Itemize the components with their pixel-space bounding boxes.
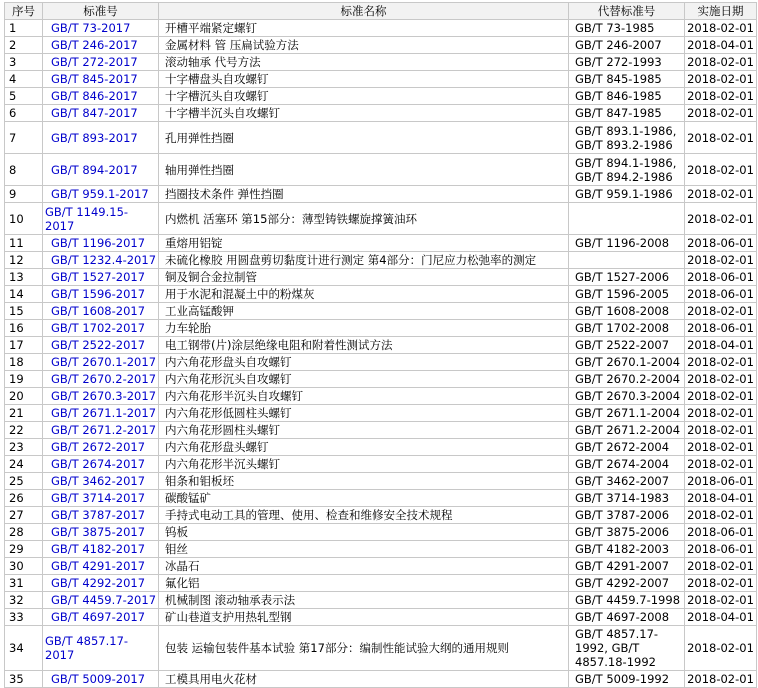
row-number: 14 <box>5 286 43 303</box>
standard-link[interactable]: GB/T 2671.1-2017 <box>51 406 157 420</box>
row-number: 18 <box>5 354 43 371</box>
table-row <box>5 524 757 541</box>
standard-link[interactable]: GB/T 1702-2017 <box>51 321 146 335</box>
standard-number-cell[interactable] <box>43 371 159 388</box>
table-row <box>5 303 757 320</box>
table-row <box>5 405 757 422</box>
replaced-standard-cell: GB/T 246-2007 <box>569 37 685 54</box>
implementation-date-cell: 2018-02-01 <box>685 354 757 371</box>
standard-number-cell[interactable] <box>43 54 159 71</box>
table-row <box>5 456 757 473</box>
table-row <box>5 105 757 122</box>
replaced-standard-cell: GB/T 2670.3-2004 <box>569 388 685 405</box>
standard-name-cell: 内六角花形圆柱头螺钉 <box>159 422 569 439</box>
table-row <box>5 122 757 154</box>
table-row <box>5 626 757 671</box>
replaced-standard-cell: GB/T 959.1-1986 <box>569 186 685 203</box>
implementation-date-cell: 2018-04-01 <box>685 337 757 354</box>
standard-link[interactable]: GB/T 893-2017 <box>51 130 138 145</box>
row-number: 35 <box>5 671 43 688</box>
standard-number-cell[interactable] <box>43 269 159 286</box>
replaced-standard-cell: GB/T 3875-2006 <box>569 524 685 541</box>
standard-number-cell[interactable] <box>43 88 159 105</box>
row-number: 1 <box>5 20 43 37</box>
row-number: 30 <box>5 558 43 575</box>
table-row <box>5 371 757 388</box>
standard-link[interactable]: GB/T 2674-2017 <box>51 457 146 471</box>
replaced-standard-cell <box>569 203 685 235</box>
row-number: 12 <box>5 252 43 269</box>
standard-link[interactable]: GB/T 73-2017 <box>51 21 131 35</box>
table-row <box>5 71 757 88</box>
table-row <box>5 154 757 186</box>
header-implementation-date: 实施日期 <box>685 3 757 20</box>
standard-link[interactable]: GB/T 4182-2017 <box>51 542 146 556</box>
standard-name-cell: 内燃机 活塞环 第15部分：薄型铸铁螺旋撑簧油环 <box>159 203 569 235</box>
replaced-standard-cell: GB/T 1596-2005 <box>569 286 685 303</box>
standard-link[interactable]: GB/T 5009-2017 <box>51 672 146 686</box>
standard-number-cell[interactable] <box>43 286 159 303</box>
header-standard-no: 标准号 <box>43 3 159 20</box>
replaced-standard-cell: GB/T 4697-2008 <box>569 609 685 626</box>
implementation-date-cell: 2018-02-01 <box>685 439 757 456</box>
implementation-date-cell: 2018-02-01 <box>685 671 757 688</box>
table-header-row <box>5 3 757 20</box>
table-row <box>5 422 757 439</box>
standard-name-cell: 滚动轴承 代号方法 <box>159 54 569 71</box>
implementation-date-cell: 2018-02-01 <box>685 122 757 154</box>
standard-name-cell: 用于水泥和混凝土中的粉煤灰 <box>159 286 569 303</box>
standard-number-cell[interactable] <box>43 105 159 122</box>
standard-link[interactable]: GB/T 272-2017 <box>51 55 138 69</box>
row-number: 7 <box>5 122 43 154</box>
standard-link[interactable]: GB/T 847-2017 <box>51 106 138 120</box>
table-row <box>5 439 757 456</box>
standard-name-cell: 未硫化橡胶 用圆盘剪切黏度计进行测定 第4部分：门尼应力松弛率的测定 <box>159 252 569 269</box>
standard-name-cell: 重熔用铝锭 <box>159 235 569 252</box>
replaced-standard-cell <box>569 252 685 269</box>
standard-link[interactable]: GB/T 2671.2-2017 <box>51 423 157 437</box>
standard-link[interactable]: GB/T 3875-2017 <box>51 525 146 539</box>
standard-name-cell: 力车轮胎 <box>159 320 569 337</box>
standard-link[interactable]: GB/T 1596-2017 <box>51 287 146 301</box>
standard-name-cell: 铜及铜合金拉制管 <box>159 269 569 286</box>
row-number: 4 <box>5 71 43 88</box>
standard-number-cell[interactable] <box>43 71 159 88</box>
row-number: 22 <box>5 422 43 439</box>
replaced-standard-cell: GB/T 1196-2008 <box>569 235 685 252</box>
implementation-date-cell: 2018-02-01 <box>685 203 757 235</box>
standard-link[interactable]: GB/T 845-2017 <box>51 72 138 86</box>
standard-name-cell: 孔用弹性挡圈 <box>159 122 569 154</box>
row-number: 29 <box>5 541 43 558</box>
standard-link[interactable]: GB/T 4697-2017 <box>51 610 146 624</box>
standard-name-cell: 工业高锰酸钾 <box>159 303 569 320</box>
standard-name-cell: 挡圈技术条件 弹性挡圈 <box>159 186 569 203</box>
standard-number-cell[interactable] <box>43 203 159 235</box>
table-body <box>5 20 757 688</box>
replaced-standard-cell: GB/T 1702-2008 <box>569 320 685 337</box>
row-number: 28 <box>5 524 43 541</box>
implementation-date-cell: 2018-04-01 <box>685 37 757 54</box>
standard-link[interactable]: GB/T 846-2017 <box>51 89 138 103</box>
standard-number-cell[interactable] <box>43 592 159 609</box>
standard-number-cell[interactable] <box>43 320 159 337</box>
standard-link[interactable]: GB/T 2670.1-2017 <box>51 355 157 369</box>
row-number: 31 <box>5 575 43 592</box>
standard-number-cell[interactable] <box>43 405 159 422</box>
row-number: 20 <box>5 388 43 405</box>
row-number: 27 <box>5 507 43 524</box>
table-row <box>5 269 757 286</box>
standard-name-cell: 十字槽半沉头自攻螺钉 <box>159 105 569 122</box>
replaced-standard-cell: GB/T 2670.2-2004 <box>569 371 685 388</box>
replaced-standard-cell: GB/T 1527-2006 <box>569 269 685 286</box>
standard-number-cell[interactable] <box>43 671 159 688</box>
implementation-date-cell: 2018-06-01 <box>685 286 757 303</box>
standard-link[interactable]: GB/T 1232.4-2017 <box>51 253 157 267</box>
row-number: 17 <box>5 337 43 354</box>
row-number: 2 <box>5 37 43 54</box>
standard-name-cell: 氟化铝 <box>159 575 569 592</box>
implementation-date-cell: 2018-04-01 <box>685 490 757 507</box>
table-row <box>5 54 757 71</box>
standard-number-cell[interactable] <box>43 490 159 507</box>
standard-number-cell[interactable] <box>43 456 159 473</box>
implementation-date-cell: 2018-02-01 <box>685 558 757 575</box>
table-row <box>5 575 757 592</box>
standard-number-cell[interactable] <box>43 558 159 575</box>
table-row <box>5 671 757 688</box>
table-row <box>5 203 757 235</box>
replaced-standard-cell: GB/T 4459.7-1998 <box>569 592 685 609</box>
standard-number-cell[interactable] <box>43 252 159 269</box>
standard-link[interactable]: GB/T 894-2017 <box>51 162 138 177</box>
replaced-standard-cell: GB/T 847-1985 <box>569 105 685 122</box>
implementation-date-cell: 2018-02-01 <box>685 88 757 105</box>
standard-link[interactable]: GB/T 3787-2017 <box>51 508 146 522</box>
replaced-standard-cell: GB/T 2672-2004 <box>569 439 685 456</box>
implementation-date-cell: 2018-06-01 <box>685 473 757 490</box>
row-number: 15 <box>5 303 43 320</box>
header-replaced-standard: 代替标准号 <box>569 3 685 20</box>
implementation-date-cell: 2018-02-01 <box>685 252 757 269</box>
standard-number-cell[interactable] <box>43 337 159 354</box>
standard-link[interactable]: GB/T 959.1-2017 <box>51 187 149 201</box>
replaced-standard-cell: GB/T 3462-2007 <box>569 473 685 490</box>
row-number: 33 <box>5 609 43 626</box>
standard-name-cell: 工模具用电火花材 <box>159 671 569 688</box>
table-row <box>5 490 757 507</box>
standard-number-cell[interactable] <box>43 507 159 524</box>
replaced-standard-cell: GB/T 2670.1-2004 <box>569 354 685 371</box>
standard-number-cell[interactable] <box>43 20 159 37</box>
standard-name-cell: 十字槽盘头自攻螺钉 <box>159 71 569 88</box>
row-number: 24 <box>5 456 43 473</box>
standard-name-cell: 轴用弹性挡圈 <box>159 154 569 186</box>
standard-link[interactable]: GB/T 2670.3-2017 <box>51 389 157 403</box>
implementation-date-cell: 2018-06-01 <box>685 524 757 541</box>
standard-name-cell: 碳酸锰矿 <box>159 490 569 507</box>
standard-number-cell[interactable] <box>43 575 159 592</box>
implementation-date-cell: 2018-02-01 <box>685 388 757 405</box>
standard-number-cell[interactable] <box>43 473 159 490</box>
table-row <box>5 286 757 303</box>
table-row <box>5 473 757 490</box>
row-number: 5 <box>5 88 43 105</box>
row-number: 6 <box>5 105 43 122</box>
standard-number-cell[interactable] <box>43 609 159 626</box>
implementation-date-cell: 2018-02-01 <box>685 186 757 203</box>
standard-link[interactable]: GB/T 4857.17-2017 <box>45 634 129 662</box>
standard-name-cell: 内六角花形盘头自攻螺钉 <box>159 354 569 371</box>
implementation-date-cell: 2018-02-01 <box>685 371 757 388</box>
header-standard-name: 标准名称 <box>159 3 569 20</box>
table-row <box>5 320 757 337</box>
standard-link[interactable]: GB/T 1527-2017 <box>51 270 146 284</box>
standard-link[interactable]: GB/T 1608-2017 <box>51 304 146 318</box>
standard-name-cell: 钼丝 <box>159 541 569 558</box>
replaced-standard-cell: GB/T 272-1993 <box>569 54 685 71</box>
implementation-date-cell: 2018-06-01 <box>685 235 757 252</box>
standard-name-cell: 机械制图 滚动轴承表示法 <box>159 592 569 609</box>
table-row <box>5 186 757 203</box>
standard-link[interactable]: GB/T 246-2017 <box>51 38 138 52</box>
implementation-date-cell: 2018-06-01 <box>685 541 757 558</box>
table-row <box>5 558 757 575</box>
replaced-standard-cell: GB/T 2671.2-2004 <box>569 422 685 439</box>
standard-name-cell: 内六角花形半沉头自攻螺钉 <box>159 388 569 405</box>
standard-number-cell[interactable] <box>43 524 159 541</box>
replaced-standard-cell: GB/T 4292-2007 <box>569 575 685 592</box>
standard-name-cell: 十字槽沉头自攻螺钉 <box>159 88 569 105</box>
standard-name-cell: 内六角花形盘头螺钉 <box>159 439 569 456</box>
replaced-standard-cell: GB/T 4182-2003 <box>569 541 685 558</box>
implementation-date-cell: 2018-02-01 <box>685 592 757 609</box>
implementation-date-cell: 2018-02-01 <box>685 105 757 122</box>
standard-name-cell: 钨板 <box>159 524 569 541</box>
replaced-standard-cell: GB/T 2671.1-2004 <box>569 405 685 422</box>
standard-name-cell: 包装 运输包装件基本试验 第17部分：编制性能试验大纲的通用规则 <box>159 626 569 671</box>
standard-link[interactable]: GB/T 4459.7-2017 <box>51 593 157 607</box>
standard-name-cell: 内六角花形半沉头螺钉 <box>159 456 569 473</box>
replaced-standard-cell: GB/T 3787-2006 <box>569 507 685 524</box>
replaced-standard-cell: GB/T 1608-2008 <box>569 303 685 320</box>
implementation-date-cell: 2018-02-01 <box>685 71 757 88</box>
row-number: 9 <box>5 186 43 203</box>
standard-name-cell: 开槽平端紧定螺钉 <box>159 20 569 37</box>
standard-name-cell: 电工钢带(片)涂层绝缘电阻和附着性测试方法 <box>159 337 569 354</box>
table-row <box>5 235 757 252</box>
standard-name-cell: 内六角花形低圆柱头螺钉 <box>159 405 569 422</box>
table-row <box>5 20 757 37</box>
table-row <box>5 354 757 371</box>
standards-table <box>4 2 757 688</box>
row-number: 32 <box>5 592 43 609</box>
standard-link[interactable]: GB/T 2670.2-2017 <box>51 372 157 386</box>
table-row <box>5 541 757 558</box>
implementation-date-cell: 2018-02-01 <box>685 20 757 37</box>
implementation-date-cell: 2018-06-01 <box>685 320 757 337</box>
implementation-date-cell: 2018-02-01 <box>685 626 757 671</box>
standard-number-cell[interactable] <box>43 154 159 186</box>
row-number: 19 <box>5 371 43 388</box>
replaced-standard-cell: GB/T 846-1985 <box>569 88 685 105</box>
table-row <box>5 88 757 105</box>
table-row <box>5 37 757 54</box>
table-row <box>5 592 757 609</box>
standard-link[interactable]: GB/T 1149.15-2017 <box>45 204 129 233</box>
implementation-date-cell: 2018-02-01 <box>685 456 757 473</box>
standard-link[interactable]: GB/T 3714-2017 <box>51 491 146 505</box>
row-number: 25 <box>5 473 43 490</box>
row-number: 13 <box>5 269 43 286</box>
implementation-date-cell: 2018-02-01 <box>685 154 757 186</box>
standard-number-cell[interactable] <box>43 235 159 252</box>
implementation-date-cell: 2018-02-01 <box>685 422 757 439</box>
standard-name-cell: 矿山巷道支护用热轧型钢 <box>159 609 569 626</box>
standard-number-cell[interactable] <box>43 439 159 456</box>
standard-number-cell[interactable] <box>43 541 159 558</box>
implementation-date-cell: 2018-02-01 <box>685 507 757 524</box>
row-number: 10 <box>5 203 43 235</box>
row-number: 26 <box>5 490 43 507</box>
row-number: 34 <box>5 626 43 671</box>
standard-link[interactable]: GB/T 4292-2017 <box>51 576 146 590</box>
implementation-date-cell: 2018-02-01 <box>685 303 757 320</box>
replaced-standard-cell: GB/T 845-1985 <box>569 71 685 88</box>
header-no: 序号 <box>5 3 43 20</box>
standard-link[interactable]: GB/T 4291-2017 <box>51 559 146 573</box>
standard-number-cell[interactable] <box>43 122 159 154</box>
standard-number-cell[interactable] <box>43 303 159 320</box>
row-number: 23 <box>5 439 43 456</box>
row-number: 8 <box>5 154 43 186</box>
standard-name-cell: 冰晶石 <box>159 558 569 575</box>
row-number: 21 <box>5 405 43 422</box>
implementation-date-cell: 2018-02-01 <box>685 575 757 592</box>
standard-number-cell[interactable] <box>43 422 159 439</box>
standard-link[interactable]: GB/T 3462-2017 <box>51 474 146 488</box>
replaced-standard-cell: GB/T 4291-2007 <box>569 558 685 575</box>
standard-link[interactable]: GB/T 2672-2017 <box>51 440 146 454</box>
replaced-standard-cell: GB/T 5009-1992 <box>569 671 685 688</box>
standard-name-cell: 内六角花形沉头自攻螺钉 <box>159 371 569 388</box>
row-number: 11 <box>5 235 43 252</box>
replaced-standard-cell: GB/T 2674-2004 <box>569 456 685 473</box>
row-number: 16 <box>5 320 43 337</box>
standard-number-cell[interactable] <box>43 354 159 371</box>
implementation-date-cell: 2018-02-01 <box>685 54 757 71</box>
replaced-standard-cell: GB/T 73-1985 <box>569 20 685 37</box>
table-row <box>5 252 757 269</box>
table-row <box>5 507 757 524</box>
standard-number-cell[interactable] <box>43 186 159 203</box>
standard-name-cell: 钼条和钼板坯 <box>159 473 569 490</box>
replaced-standard-cell: GB/T 3714-1983 <box>569 490 685 507</box>
standard-number-cell[interactable] <box>43 626 159 671</box>
table-row <box>5 609 757 626</box>
standard-name-cell: 金属材料 管 压扁试验方法 <box>159 37 569 54</box>
implementation-date-cell: 2018-02-01 <box>685 405 757 422</box>
standard-number-cell[interactable] <box>43 388 159 405</box>
implementation-date-cell: 2018-04-01 <box>685 609 757 626</box>
standard-link[interactable]: GB/T 2522-2017 <box>51 338 146 352</box>
standard-number-cell[interactable] <box>43 37 159 54</box>
replaced-standard-cell: GB/T 894.1-1986, GB/T 894.2-1986 <box>569 154 685 186</box>
implementation-date-cell: 2018-06-01 <box>685 269 757 286</box>
table-row <box>5 388 757 405</box>
standard-link[interactable]: GB/T 1196-2017 <box>51 236 146 250</box>
replaced-standard-cell: GB/T 4857.17-1992, GB/T 4857.18-1992 <box>569 626 685 671</box>
replaced-standard-cell: GB/T 2522-2007 <box>569 337 685 354</box>
standard-name-cell: 手持式电动工具的管理、使用、检查和维修安全技术规程 <box>159 507 569 524</box>
row-number: 3 <box>5 54 43 71</box>
replaced-standard-cell: GB/T 893.1-1986, GB/T 893.2-1986 <box>569 122 685 154</box>
table-row <box>5 337 757 354</box>
